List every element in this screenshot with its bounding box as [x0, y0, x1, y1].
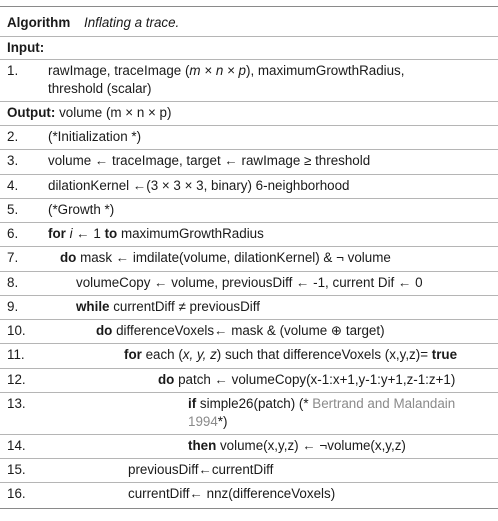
input-label: Input: [7, 40, 45, 55]
line-number: 9. [7, 299, 19, 314]
rule-15 [0, 482, 498, 483]
keyword-if: if [188, 396, 197, 411]
rule-6 [0, 246, 498, 247]
line-11-part-b: ) such that differenceVoxels (x,y,z)= [216, 347, 432, 362]
rule-9 [0, 319, 498, 320]
line-number: 15. [7, 462, 26, 477]
keyword-to: to [104, 226, 118, 241]
output-value: volume (m × n × p) [59, 105, 172, 120]
citation-year[interactable]: 1994 [188, 414, 218, 429]
line-10-rest: differenceVoxels← mask & (volume ⊕ target) [112, 323, 385, 338]
line-number: 10. [7, 323, 26, 338]
rule-2 [0, 149, 498, 150]
keyword-while: while [76, 299, 110, 314]
keyword-do: do [60, 250, 77, 265]
line-14-rest: volume(x,y,z) ← ¬volume(x,y,z) [216, 438, 406, 453]
line-6-text [48, 226, 264, 242]
citation-authors[interactable]: Bertrand and Malandain [312, 396, 456, 411]
rule-10 [0, 343, 498, 344]
keyword-do: do [158, 372, 175, 387]
line-16-text: currentDiff← nnz(differenceVoxels) [128, 486, 336, 501]
line-9-text [76, 299, 260, 315]
line-number: 14. [7, 438, 26, 453]
line-1-dims: m × n × p [189, 63, 246, 78]
line-number: 8. [7, 275, 19, 290]
line-13-text [188, 396, 455, 412]
line-11-text [124, 347, 457, 363]
line-15-text: previousDiff←currentDiff [128, 462, 274, 477]
line-13-rest: simple26(patch) (* [196, 396, 313, 411]
line-9-rest: currentDiff ≠ previousDiff [109, 299, 260, 314]
line-number: 16. [7, 486, 26, 501]
output-label: Output: [7, 105, 56, 120]
line-7-rest: mask ← imdilate(volume, dilationKernel) & ¬ volume [76, 250, 391, 265]
line-4-text: dilationKernel ←(3 × 3 × 3, binary) 6-neighborhood [48, 178, 350, 193]
line-number: 3. [7, 153, 19, 168]
line-10-text [96, 323, 385, 339]
line-1-part-a: rawImage, traceImage ( [48, 63, 190, 78]
title-text: Inflating a trace. [84, 15, 180, 30]
keyword-then: then [188, 438, 217, 453]
rule-4 [0, 198, 498, 199]
line-14-text [188, 438, 406, 454]
output-text [7, 105, 171, 121]
line-number: 4. [7, 178, 19, 193]
line-number: 13. [7, 396, 26, 411]
line-6-rest: maximumGrowthRadius [117, 226, 264, 241]
bottom-rule [0, 508, 498, 509]
line-number: 1. [7, 63, 19, 78]
rule-input [0, 59, 498, 60]
line-number: 5. [7, 202, 19, 217]
line-1-part-b: ), maximumGrowthRadius, [245, 63, 405, 78]
line-8-text: volumeCopy ← volume, previousDiff ← -1, current Dif ← 0 [76, 275, 423, 290]
keyword-do: do [96, 323, 113, 338]
line-11-part-a: each ( [141, 347, 183, 362]
coordinate-vars: x, y, z [182, 347, 217, 362]
rule-12 [0, 392, 498, 393]
rule-11 [0, 368, 498, 369]
line-number: 12. [7, 372, 26, 387]
top-rule [0, 6, 498, 7]
comment-close: *) [217, 414, 228, 429]
line-number: 11. [7, 347, 25, 362]
rule-13 [0, 434, 498, 435]
line-13-cont-text [188, 414, 227, 430]
line-12-text [158, 372, 455, 388]
line-1-text [48, 63, 404, 79]
rule-14 [0, 458, 498, 459]
title-label: Algorithm [7, 15, 71, 30]
rule-3 [0, 174, 498, 175]
rule-5 [0, 222, 498, 223]
title-rule [0, 36, 498, 37]
line-number: 7. [7, 250, 19, 265]
line-number: 6. [7, 226, 19, 241]
line-5-text: (*Growth *) [48, 202, 115, 217]
line-number: 2. [7, 129, 19, 144]
keyword-for: for [48, 226, 66, 241]
keyword-true: true [431, 347, 458, 362]
line-7-text [60, 250, 391, 266]
rule-1 [0, 101, 498, 102]
line-2-text: (*Initialization *) [48, 129, 142, 144]
line-12-rest: patch ← volumeCopy(x-1:x+1,y-1:y+1,z-1:z+1) [174, 372, 456, 387]
line-6-mid: ← 1 [72, 226, 105, 241]
rule-output [0, 125, 498, 126]
rule-7 [0, 271, 498, 272]
rule-8 [0, 295, 498, 296]
line-1-part-c: threshold (scalar) [48, 81, 152, 96]
line-3-text: volume ← traceImage, target ← rawImage ≥ threshold [48, 153, 371, 168]
loop-variable: i [69, 226, 73, 241]
keyword-for: for [124, 347, 142, 362]
